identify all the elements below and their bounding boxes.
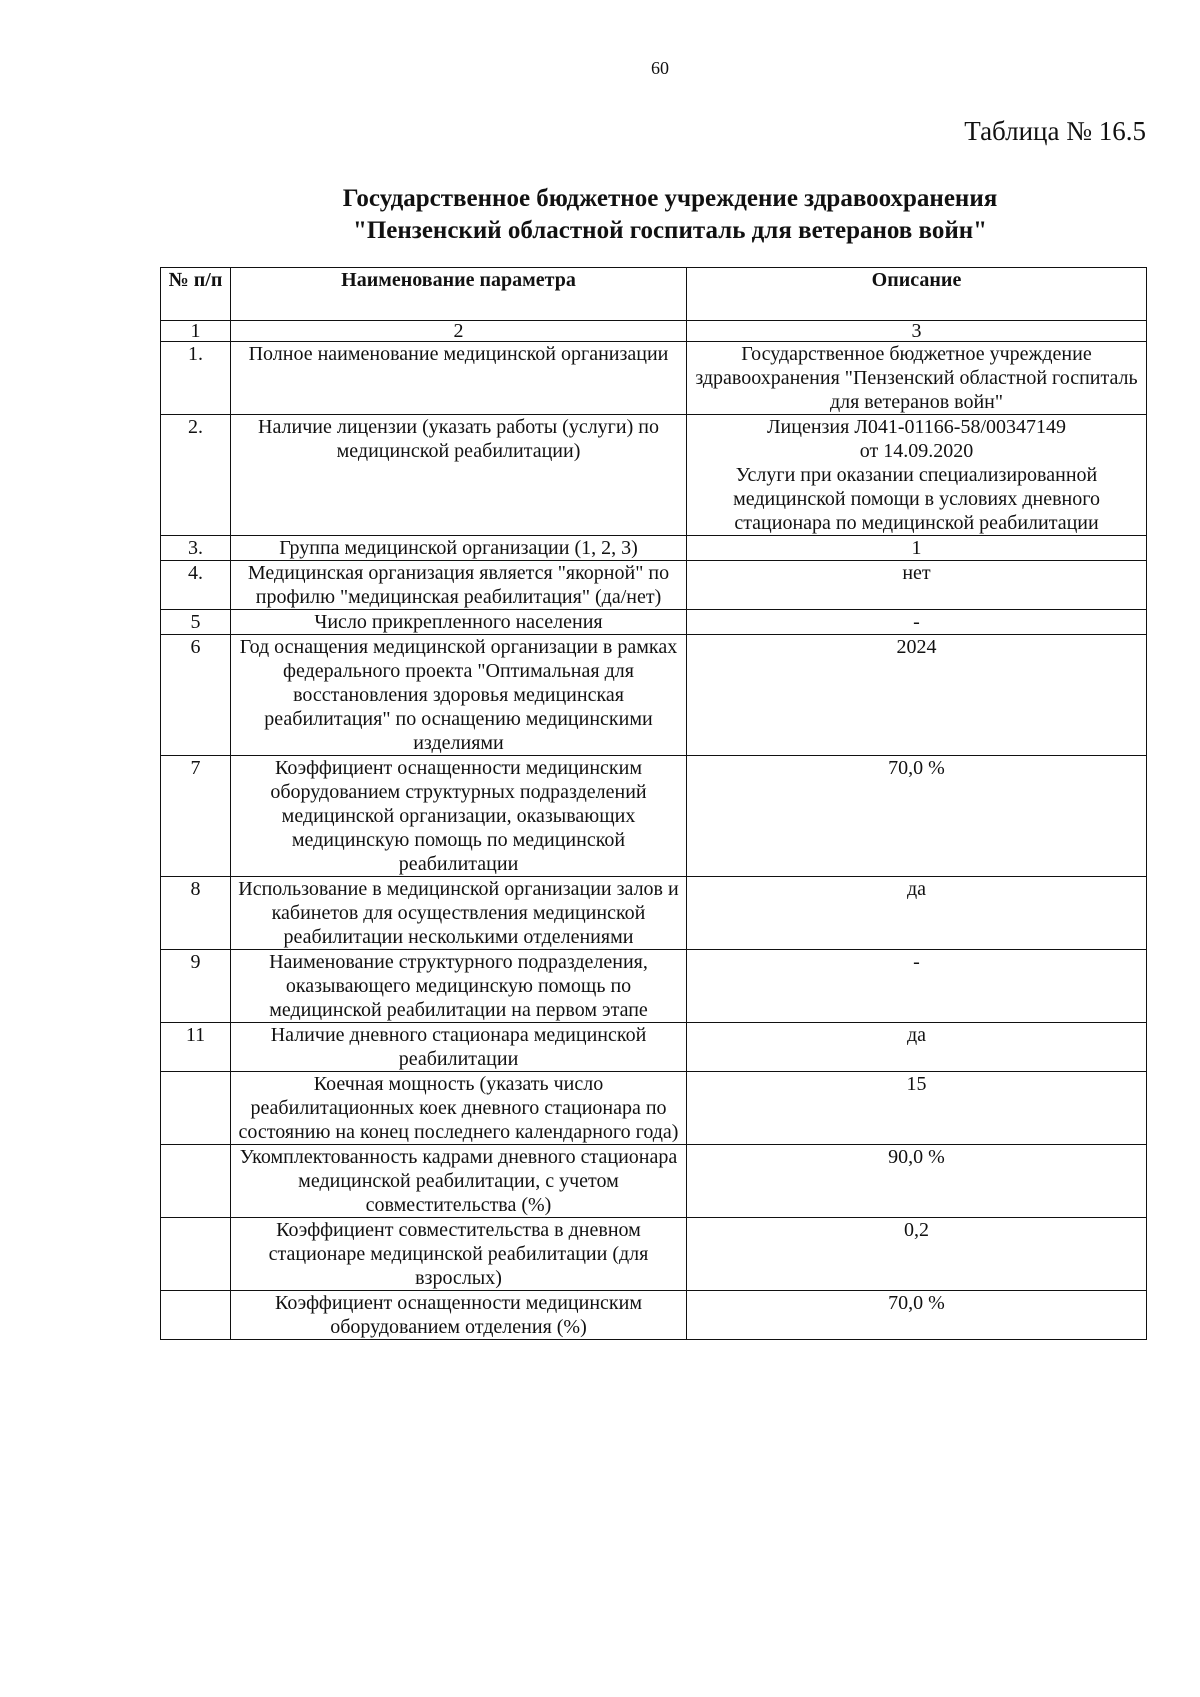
title-line-1: Государственное бюджетное учреждение здравоохранения <box>342 185 998 212</box>
row-param: Укомплектованность кадрами дневного стационара медицинской реабилитации, с учетом совместительства (%) <box>231 1145 687 1218</box>
row-desc: - <box>687 610 1147 635</box>
table-row <box>161 536 1147 561</box>
table-row <box>161 877 1147 950</box>
row-num: 9 <box>161 950 231 1023</box>
column-number: 1 <box>161 321 231 342</box>
column-number: 3 <box>687 321 1147 342</box>
table-row <box>161 635 1147 756</box>
row-num <box>161 1072 231 1145</box>
row-num: 1. <box>161 342 231 415</box>
table-row <box>161 950 1147 1023</box>
table-row <box>161 1218 1147 1291</box>
title-line-2: "Пензенский областной госпиталь для ветеранов войн" <box>352 217 988 244</box>
row-num: 8 <box>161 877 231 950</box>
row-param: Год оснащения медицинской организации в рамках федерального проекта "Оптимальная для восстановления здоровья медицинская реабилитация" по оснащению медицинскими изделиями <box>231 635 687 756</box>
header-num: № п/п <box>161 268 231 321</box>
license-number: Лицензия Л041-01166-58/00347149 <box>766 416 1067 438</box>
column-number: 2 <box>231 321 687 342</box>
row-desc: 90,0 % <box>687 1145 1147 1218</box>
row-param: Коечная мощность (указать число реабилитационных коек дневного стационара по состоянию на конец последнего календарного года) <box>231 1072 687 1145</box>
row-num: 7 <box>161 756 231 877</box>
row-param: Коэффициент совместительства в дневном стационаре медицинской реабилитации (для взрослых) <box>231 1218 687 1291</box>
row-param: Наименование структурного подразделения, оказывающего медицинскую помощь по медицинской реабилитации на первом этапе <box>231 950 687 1023</box>
row-num: 3. <box>161 536 231 561</box>
row-num: 5 <box>161 610 231 635</box>
row-num: 2. <box>161 415 231 536</box>
column-numbers-row <box>161 321 1147 342</box>
row-num <box>161 1218 231 1291</box>
header-desc: Описание <box>687 268 1147 321</box>
row-param: Наличие лицензии (указать работы (услуги) по медицинской реабилитации) <box>231 415 687 536</box>
row-desc: 15 <box>687 1072 1147 1145</box>
row-param: Коэффициент оснащенности медицинским оборудованием структурных подразделений медицинской организации, оказывающих медицинскую помощь по медицинской реабилитации <box>231 756 687 877</box>
license-services: Услуги при оказании специализированной медицинской помощи в условиях дневного стационара по медицинской реабилитации <box>733 464 1100 534</box>
row-param: Полное наименование медицинской организации <box>231 342 687 415</box>
table-row <box>161 415 1147 536</box>
table-row <box>161 756 1147 877</box>
row-desc: 0,2 <box>687 1218 1147 1291</box>
row-desc: нет <box>687 561 1147 610</box>
row-param: Коэффициент оснащенности медицинским оборудованием отделения (%) <box>231 1291 687 1340</box>
row-num: 11 <box>161 1023 231 1072</box>
row-desc: 70,0 % <box>687 756 1147 877</box>
parameters-table <box>160 267 1147 1340</box>
row-desc: 2024 <box>687 635 1147 756</box>
header-param: Наименование параметра <box>231 268 687 321</box>
license-date: от 14.09.2020 <box>859 440 974 462</box>
row-desc: да <box>687 877 1147 950</box>
row-num: 6 <box>161 635 231 756</box>
page-number: 60 <box>651 58 669 78</box>
row-num <box>161 1291 231 1340</box>
row-param: Наличие дневного стационара медицинской реабилитации <box>231 1023 687 1072</box>
table-row <box>161 1023 1147 1072</box>
row-desc: 1 <box>687 536 1147 561</box>
row-desc: - <box>687 950 1147 1023</box>
table-header-row <box>161 268 1147 321</box>
table-row <box>161 1291 1147 1340</box>
row-param: Медицинская организация является "якорной" по профилю "медицинская реабилитация" (да/нет) <box>231 561 687 610</box>
document-title <box>160 183 1180 247</box>
row-param: Использование в медицинской организации залов и кабинетов для осуществления медицинской реабилитации несколькими отделениями <box>231 877 687 950</box>
row-desc: да <box>687 1023 1147 1072</box>
table-row <box>161 1072 1147 1145</box>
table-row <box>161 561 1147 610</box>
table-row <box>161 610 1147 635</box>
row-desc: 70,0 % <box>687 1291 1147 1340</box>
row-param: Число прикрепленного населения <box>231 610 687 635</box>
table-row <box>161 342 1147 415</box>
row-desc: Государственное бюджетное учреждение здравоохранения "Пензенский областной госпиталь для ветеранов войн" <box>687 342 1147 415</box>
row-param: Группа медицинской организации (1, 2, 3) <box>231 536 687 561</box>
table-row <box>161 1145 1147 1218</box>
row-desc <box>687 415 1147 536</box>
row-num: 4. <box>161 561 231 610</box>
row-num <box>161 1145 231 1218</box>
table-label: Таблица № 16.5 <box>964 116 1146 146</box>
